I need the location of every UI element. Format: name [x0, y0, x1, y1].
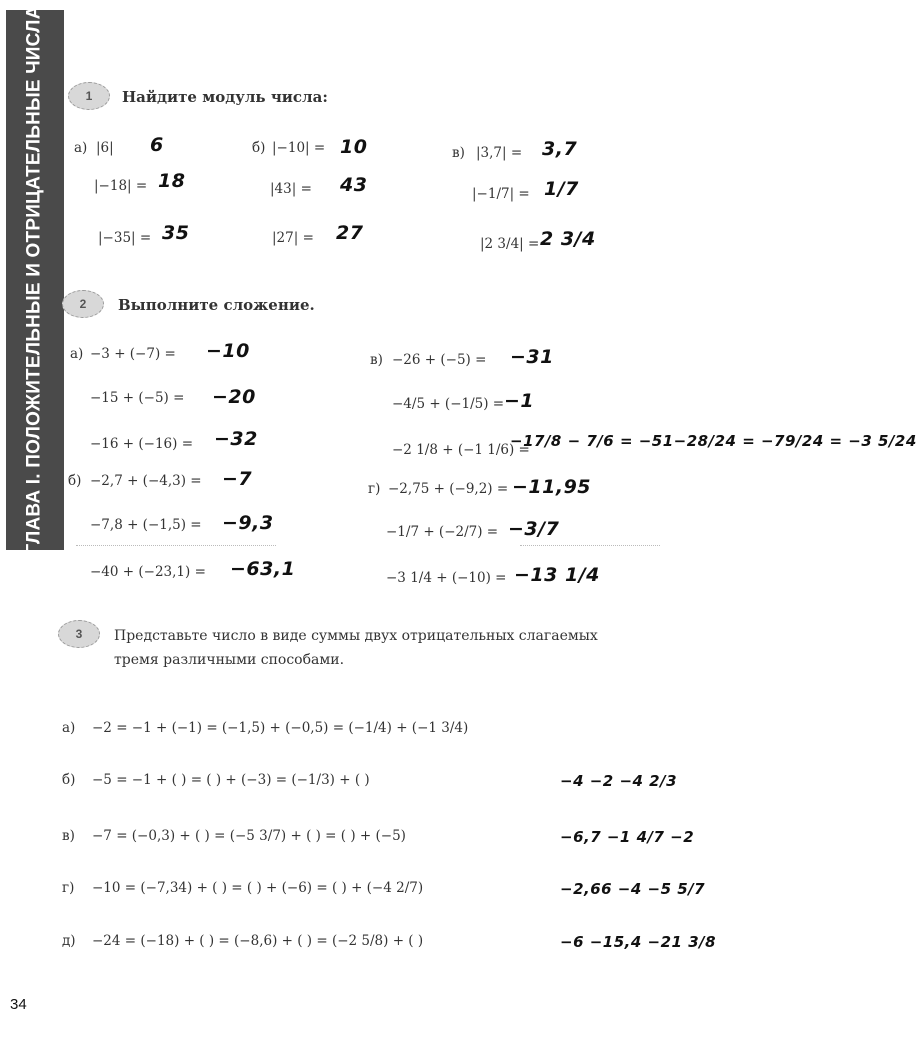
task1-v-answer-2: 1/7	[544, 178, 579, 200]
task1-a-answer-3: 35	[162, 222, 190, 244]
task3-row-b-text: −5 = −1 + ( ) = ( ) + (−3) = (−1/3) + ( )	[92, 772, 370, 788]
task2-b-label: б)	[68, 473, 82, 489]
chapter-title	[6, 5, 64, 555]
task3-row-d-handwritten: −6 −15,4 −21 3/8	[560, 933, 717, 951]
task1-a-expr-1: |6|	[96, 140, 114, 156]
task1-b-answer-3: 27	[336, 222, 364, 244]
task1-title: Найдите модуль числа:	[122, 88, 328, 106]
task2-v-expr-1: −26 + (−5) =	[392, 352, 487, 368]
chapter-title-text: ГЛАВА I. ПОЛОЖИТЕЛЬНЫЕ И ОТРИЦАТЕЛЬНЫЕ ЧИСЛА	[24, 5, 46, 555]
task2-g-expr-2: −1/7 + (−2/7) =	[386, 524, 499, 540]
task2-g-answer-1: −11,95	[512, 476, 592, 498]
dotted-line	[520, 545, 660, 546]
task-badge-1: 1	[68, 82, 110, 110]
task1-v-label: в)	[452, 145, 465, 161]
task3-row-a-text: −2 = −1 + (−1) = (−1,5) + (−0,5) = (−1/4) + (−1 3/4)	[92, 720, 469, 736]
task2-b-answer-3: −63,1	[230, 558, 296, 580]
task1-v-expr-2: |−1/7| =	[472, 186, 530, 202]
task2-v-answer-3: −17/8 − 7/6 = −51−28/24 = −79/24 = −3 5/24	[510, 432, 917, 450]
task3-row-v-handwritten: −6,7 −1 4/7 −2	[560, 828, 695, 846]
task1-v-expr-1: |3,7| =	[476, 145, 523, 161]
task3-row-g-handwritten: −2,66 −4 −5 5/7	[560, 880, 706, 898]
task2-b-expr-1: −2,7 + (−4,3) =	[90, 473, 202, 489]
task2-b-expr-3: −40 + (−23,1) =	[90, 564, 206, 580]
task3-row-b-handwritten: −4 −2 −4 2/3	[560, 772, 678, 790]
dotted-line	[76, 545, 276, 546]
task1-b-expr-3: |27| =	[272, 230, 314, 246]
task1-b-label: б)	[252, 140, 266, 156]
task-badge-2: 2	[62, 290, 104, 318]
task3-row-v-label: в)	[62, 828, 75, 844]
task3-row-d-label: д)	[62, 933, 76, 949]
task3-title-line1: Представьте число в виде суммы двух отрицательных слагаемых	[114, 628, 598, 644]
task2-v-answer-2: −1	[504, 390, 535, 412]
task2-a-answer-3: −32	[214, 428, 258, 450]
task1-v-answer-1: 3,7	[542, 138, 578, 160]
task2-b-answer-2: −9,3	[222, 512, 274, 534]
task2-g-label: г)	[368, 481, 381, 497]
task2-title: Выполните сложение.	[118, 296, 315, 314]
task2-a-expr-1: −3 + (−7) =	[90, 346, 176, 362]
task2-g-answer-2: −3/7	[508, 518, 560, 540]
task3-row-g-label: г)	[62, 880, 75, 896]
task3-row-v-text: −7 = (−0,3) + ( ) = (−5 3/7) + ( ) = ( ) + (−5)	[92, 828, 406, 844]
task3-row-b-label: б)	[62, 772, 76, 788]
task2-b-answer-1: −7	[222, 468, 253, 490]
page-number: 34	[10, 996, 27, 1013]
task2-a-expr-2: −15 + (−5) =	[90, 390, 185, 406]
task2-v-answer-1: −31	[510, 346, 554, 368]
task2-g-expr-1: −2,75 + (−9,2) =	[388, 481, 509, 497]
task1-v-answer-3: 2 3/4	[540, 228, 596, 250]
task2-a-expr-3: −16 + (−16) =	[90, 436, 194, 452]
task3-row-g-text: −10 = (−7,34) + ( ) = ( ) + (−6) = ( ) + (−4 2/7)	[92, 880, 424, 896]
task2-a-answer-1: −10	[206, 340, 250, 362]
task2-a-answer-2: −20	[212, 386, 256, 408]
task2-g-expr-3: −3 1/4 + (−10) =	[386, 570, 507, 586]
task2-b-expr-2: −7,8 + (−1,5) =	[90, 517, 202, 533]
task3-title-line2: тремя различными способами.	[114, 652, 345, 668]
task1-a-expr-2: |−18| =	[94, 178, 148, 194]
task3-row-d-text: −24 = (−18) + ( ) = (−8,6) + ( ) = (−2 5/8) + ( )	[92, 933, 424, 949]
task3-row-a-label: а)	[62, 720, 76, 736]
task1-a-expr-3: |−35| =	[98, 230, 152, 246]
task2-v-label: в)	[370, 352, 383, 368]
task1-a-answer-1: 6	[150, 134, 164, 156]
task1-b-answer-1: 10	[340, 136, 368, 158]
task2-v-expr-2: −4/5 + (−1/5) =	[392, 396, 505, 412]
task1-b-expr-1: |−10| =	[272, 140, 326, 156]
task2-a-label: а)	[70, 346, 84, 362]
task1-a-answer-2: 18	[158, 170, 186, 192]
task1-b-expr-2: |43| =	[270, 181, 312, 197]
task-badge-3: 3	[58, 620, 100, 648]
task1-a-label: а)	[74, 140, 88, 156]
task1-v-expr-3: |2 3/4| =	[480, 236, 540, 252]
task1-b-answer-2: 43	[340, 174, 368, 196]
task2-g-answer-3: −13 1/4	[514, 564, 600, 586]
task2-v-expr-3: −2 1/8 + (−1 1/6) =	[392, 442, 530, 458]
